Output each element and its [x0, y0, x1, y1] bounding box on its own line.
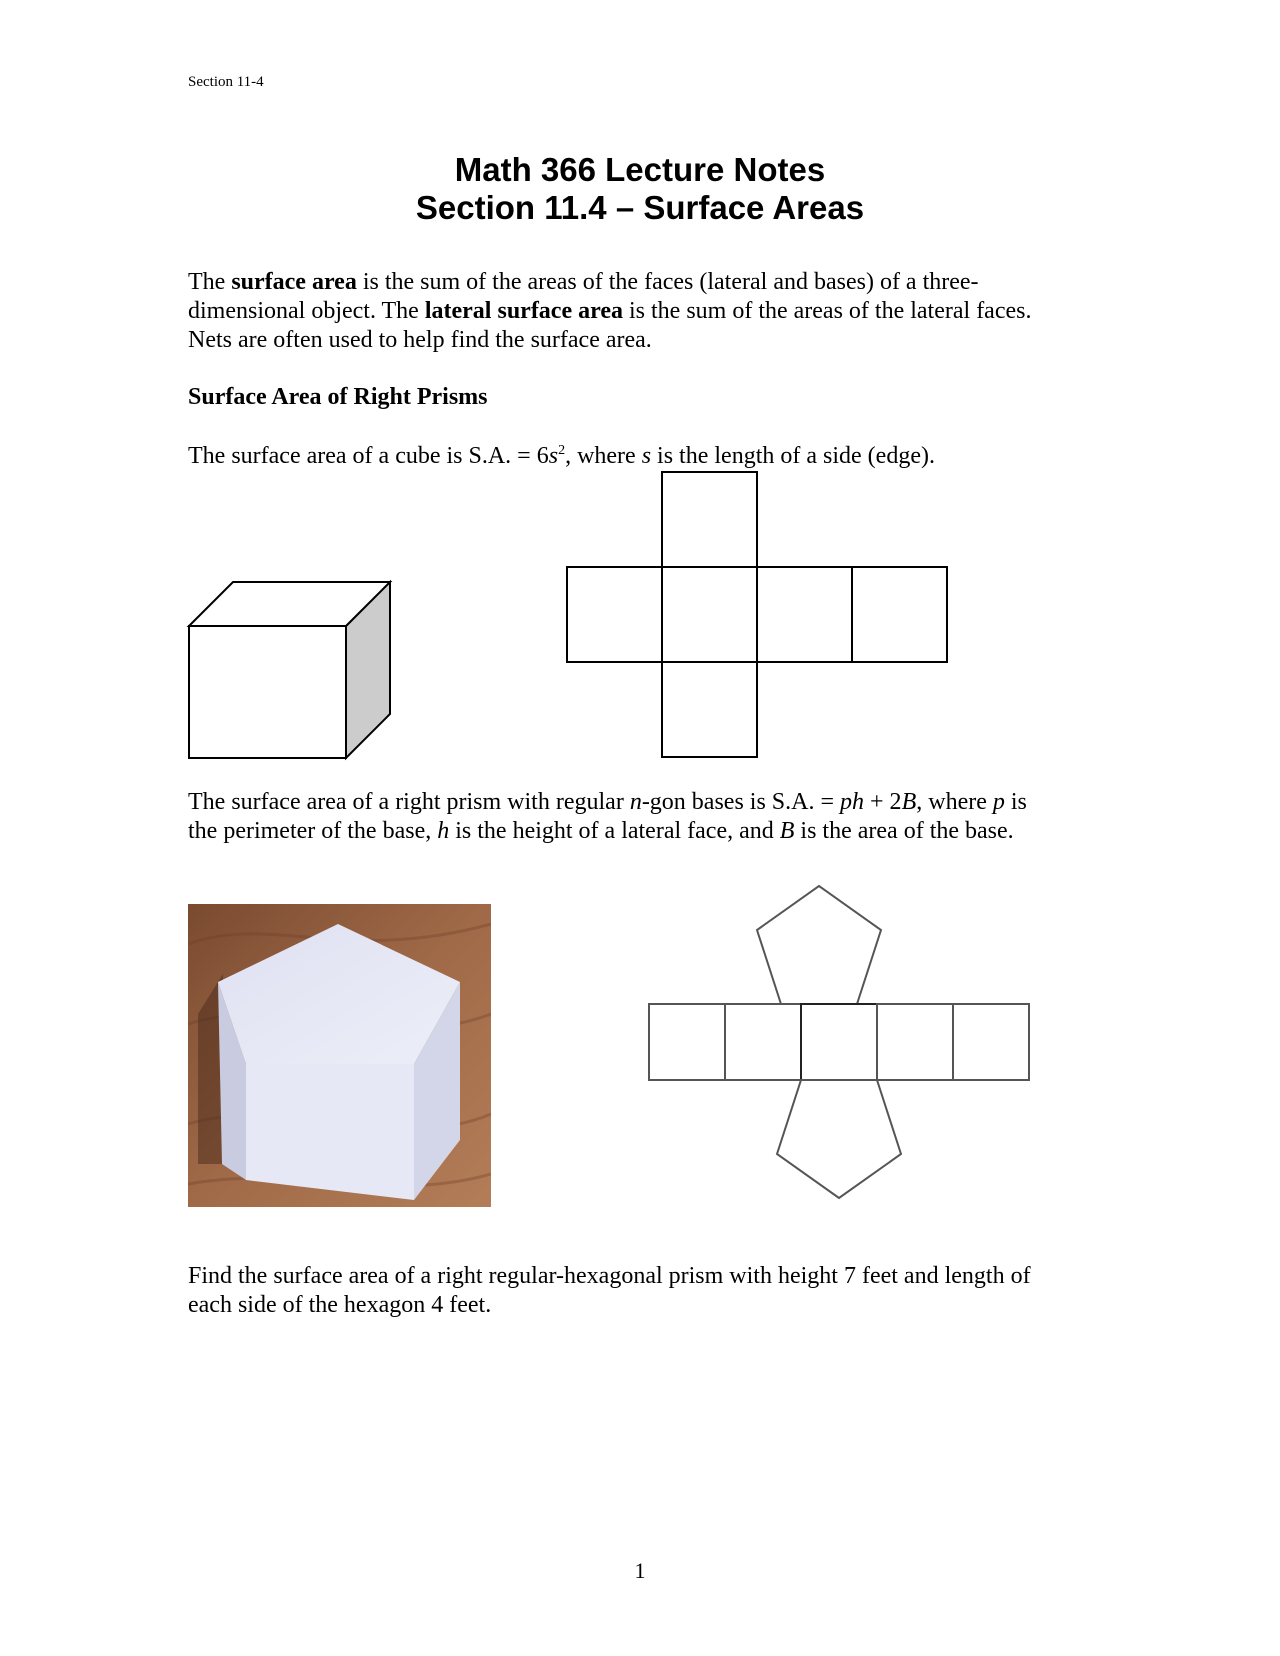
net-square-far-right [852, 567, 947, 662]
section-heading: Surface Area of Right Prisms [188, 384, 488, 410]
net-square-left [567, 567, 662, 662]
exercise-text: Find the surface area of a right regular-hexagonal prism with height 7 feet and length of [188, 1263, 1031, 1289]
formula-text: + 2 [864, 789, 902, 815]
variable-b: B [779, 818, 795, 844]
cube-illustration [186, 576, 396, 762]
net-square-top [662, 472, 757, 567]
prism-front-face [246, 1064, 414, 1200]
exercise-paragraph [188, 1262, 1088, 1320]
formula-text: The surface area of a right prism with regular [188, 789, 630, 815]
term-lateral-surface-area: lateral surface area [424, 298, 623, 324]
variable-s: s [548, 443, 559, 469]
intro-paragraph [188, 268, 1088, 355]
cube-net [565, 470, 957, 762]
page-title-line-2: Section 11.4 – Surface Areas [415, 189, 865, 226]
net-rect-3 [801, 1004, 877, 1080]
intro-text: dimensional object. The [188, 298, 425, 324]
intro-text: is the sum of the areas of the faces (lateral and bases) of a three- [356, 269, 979, 295]
net-rect-4 [877, 1004, 953, 1080]
formula-text: , where [565, 443, 642, 469]
intro-text: The [188, 269, 232, 295]
variable-ph: ph [840, 789, 865, 815]
section-label: Section 11-4 [188, 74, 264, 90]
formula-text: , where [916, 789, 993, 815]
formula-text: the perimeter of the base, [188, 818, 438, 844]
net-square-center [662, 567, 757, 662]
variable-n: n [629, 789, 642, 815]
formula-text: The surface area of a cube is S.A. = 6 [188, 443, 549, 469]
variable-p: p [992, 789, 1005, 815]
variable-h: h [437, 818, 450, 844]
formula-text: is the area of the base. [794, 818, 1014, 844]
variable-b: B [901, 789, 917, 815]
net-square-right [757, 567, 852, 662]
formula-text: is the length of a side (edge). [651, 443, 935, 469]
pentagonal-prism-photo [188, 904, 491, 1207]
cube-formula [188, 442, 1088, 471]
net-rect-2 [725, 1004, 801, 1080]
net-rect-5 [953, 1004, 1029, 1080]
exponent: 2 [558, 443, 566, 458]
prism-formula [188, 788, 1088, 846]
exercise-text: each side of the hexagon 4 feet. [188, 1292, 492, 1318]
intro-text: is the sum of the areas of the lateral faces. [622, 298, 1032, 324]
cube-front-face [189, 626, 346, 758]
net-pentagon-bottom [777, 1080, 901, 1198]
page-title-line-1: Math 366 Lecture Notes [454, 151, 826, 188]
pentagonal-prism-net [645, 882, 1040, 1202]
page-number: 1 [634, 1558, 646, 1583]
formula-text: is the height of a lateral face, and [449, 818, 780, 844]
term-surface-area: surface area [231, 269, 357, 295]
net-pentagon-top [757, 886, 881, 1004]
net-rect-1 [649, 1004, 725, 1080]
variable-s: s [641, 443, 652, 469]
formula-text: -gon bases is S.A. = [641, 789, 841, 815]
net-square-bottom [662, 662, 757, 757]
formula-text: is [1004, 789, 1027, 815]
intro-text: Nets are often used to help find the surface area. [188, 327, 652, 353]
